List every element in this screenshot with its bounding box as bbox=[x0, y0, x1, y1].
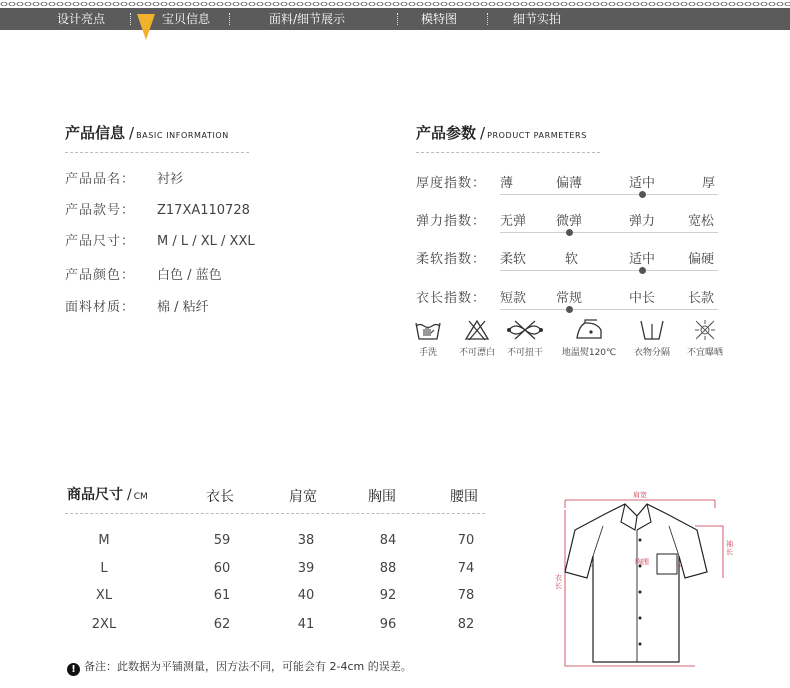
warning-icon: ! bbox=[67, 663, 80, 676]
info-value: 衬衫 bbox=[157, 172, 184, 187]
shirt-outline-icon bbox=[545, 490, 745, 670]
value-cell: 84 bbox=[379, 533, 397, 548]
param-option: 长款 bbox=[688, 291, 715, 306]
care-label: 衣物分隔 bbox=[633, 348, 670, 358]
measurement-note bbox=[67, 658, 412, 676]
value-cell: 40 bbox=[297, 588, 315, 603]
product-info-title: 产品信息 bbox=[65, 124, 126, 142]
param-option: 偏硬 bbox=[688, 252, 715, 267]
value-cell: 70 bbox=[457, 533, 475, 548]
info-label: 产品款号： bbox=[65, 203, 136, 218]
value-cell: 39 bbox=[297, 561, 315, 576]
care-item-no-sun-dry bbox=[675, 318, 735, 358]
param-label-elasticity: 弹力指数： bbox=[416, 214, 487, 229]
info-label: 面料材质： bbox=[65, 300, 136, 315]
value-cell: 88 bbox=[379, 561, 397, 576]
nav-item-detail-shots[interactable]: 细节实拍 bbox=[513, 12, 562, 26]
size-table-title: 商品尺寸 bbox=[67, 487, 123, 503]
info-label: 产品颜色： bbox=[65, 268, 136, 283]
param-option: 柔软 bbox=[500, 252, 527, 267]
care-item-wash-separately bbox=[622, 318, 682, 358]
value-cell: 38 bbox=[297, 533, 315, 548]
param-option: 宽松 bbox=[688, 214, 715, 229]
param-option: 适中 bbox=[629, 176, 656, 191]
shirt-measurement-diagram bbox=[545, 490, 745, 670]
param-option: 无弹 bbox=[500, 214, 527, 229]
table-divider bbox=[65, 513, 485, 514]
product-params-title-en: PRODUCT PARMETERS bbox=[487, 131, 587, 140]
info-label: 产品尺寸： bbox=[65, 234, 136, 249]
param-track bbox=[500, 270, 718, 271]
product-info-heading: 产品信息 / BASIC INFORMATION bbox=[65, 124, 229, 142]
param-option: 微弹 bbox=[556, 214, 583, 229]
param-option: 弹力 bbox=[629, 214, 656, 229]
size-table-heading: 商品尺寸 / CM bbox=[67, 487, 148, 503]
size-col-header: 腰围 bbox=[450, 489, 478, 505]
value-cell: 74 bbox=[457, 561, 475, 576]
param-label-thickness: 厚度指数： bbox=[416, 176, 487, 191]
value-cell: 60 bbox=[213, 561, 231, 576]
param-option: 偏薄 bbox=[556, 176, 583, 191]
info-row-size bbox=[65, 230, 255, 249]
shoulder-label: 肩宽 bbox=[633, 491, 647, 499]
info-row-material bbox=[65, 296, 209, 315]
param-option: 中长 bbox=[629, 291, 656, 306]
value-cell: 61 bbox=[213, 588, 231, 603]
param-selected-dot bbox=[639, 267, 646, 274]
nav-divider bbox=[229, 13, 230, 25]
size-cell: 2XL bbox=[91, 617, 117, 632]
value-cell: 41 bbox=[297, 617, 315, 632]
param-option: 厚 bbox=[702, 176, 716, 191]
value-cell: 96 bbox=[379, 617, 397, 632]
info-row-color bbox=[65, 264, 222, 283]
section-nav bbox=[0, 8, 790, 30]
size-col-header: 衣长 bbox=[206, 489, 234, 505]
value-cell: 92 bbox=[379, 588, 397, 603]
product-params-heading: 产品参数 / PRODUCT PARMETERS bbox=[416, 124, 587, 142]
no-sun-dry-icon bbox=[691, 318, 719, 342]
info-value: 棉 / 粘纤 bbox=[157, 300, 209, 315]
hand-wash-icon bbox=[414, 318, 442, 342]
info-row-style-number bbox=[65, 199, 250, 218]
param-option: 适中 bbox=[629, 252, 656, 267]
care-label: 不可漂白 bbox=[458, 348, 495, 358]
active-nav-marker bbox=[137, 14, 155, 40]
iron-low-icon bbox=[571, 318, 607, 342]
care-label: 不宜曝晒 bbox=[686, 348, 723, 358]
size-table-unit: CM bbox=[133, 492, 148, 502]
info-value: M / L / XL / XXL bbox=[157, 234, 255, 249]
product-params-title: 产品参数 bbox=[416, 124, 477, 142]
value-cell: 62 bbox=[213, 617, 231, 632]
care-item-no-wring bbox=[495, 318, 555, 358]
size-cell: M bbox=[98, 533, 110, 548]
param-selected-dot bbox=[566, 306, 573, 313]
nav-divider bbox=[397, 13, 398, 25]
length-label: 衣长 bbox=[555, 574, 562, 590]
nav-divider bbox=[130, 13, 131, 25]
care-label: 地温熨120℃ bbox=[561, 348, 617, 358]
no-bleach-icon bbox=[463, 318, 491, 342]
care-label: 手洗 bbox=[418, 348, 437, 358]
chest-label: 胸围 bbox=[635, 558, 649, 566]
param-selected-dot bbox=[639, 191, 646, 198]
nav-divider bbox=[487, 13, 488, 25]
size-cell: XL bbox=[95, 588, 113, 603]
param-label-softness: 柔软指数： bbox=[416, 252, 487, 267]
nav-item-product-info[interactable]: 宝贝信息 bbox=[162, 12, 211, 26]
param-track bbox=[500, 194, 718, 195]
nav-item-design-highlights[interactable]: 设计亮点 bbox=[57, 12, 106, 26]
param-option: 软 bbox=[565, 252, 579, 267]
param-selected-dot bbox=[566, 229, 573, 236]
product-info-title-en: BASIC INFORMATION bbox=[136, 131, 229, 140]
divider bbox=[65, 152, 249, 153]
nav-item-fabric-details[interactable]: 面料/细节展示 bbox=[269, 12, 346, 26]
info-label: 产品品名： bbox=[65, 172, 136, 187]
note-text: 备注：此数据为平铺测量，因方法不同，可能会有 2-4cm 的误差。 bbox=[84, 660, 412, 673]
care-label: 不可扭干 bbox=[506, 348, 543, 358]
size-col-header: 胸围 bbox=[368, 489, 396, 505]
nav-item-model-photos[interactable]: 模特图 bbox=[421, 12, 458, 26]
value-cell: 82 bbox=[457, 617, 475, 632]
info-value: Z17XA110728 bbox=[157, 203, 250, 218]
size-col-header: 肩宽 bbox=[289, 489, 317, 505]
param-track bbox=[500, 232, 718, 233]
divider bbox=[416, 152, 600, 153]
size-cell: L bbox=[100, 561, 108, 576]
info-row-name bbox=[65, 168, 183, 187]
param-label-length: 衣长指数： bbox=[416, 291, 487, 306]
value-cell: 59 bbox=[213, 533, 231, 548]
param-option: 薄 bbox=[500, 176, 514, 191]
value-cell: 78 bbox=[457, 588, 475, 603]
decorative-chain-border bbox=[0, 0, 790, 8]
info-value: 白色 / 蓝色 bbox=[157, 268, 222, 283]
param-option: 常规 bbox=[556, 291, 583, 306]
care-item-iron-low bbox=[559, 318, 619, 358]
wash-separately-icon bbox=[636, 318, 668, 342]
no-wring-icon bbox=[505, 318, 545, 342]
param-option: 短款 bbox=[500, 291, 527, 306]
param-track bbox=[500, 309, 718, 310]
sleeve-label: 袖长 bbox=[726, 540, 733, 556]
